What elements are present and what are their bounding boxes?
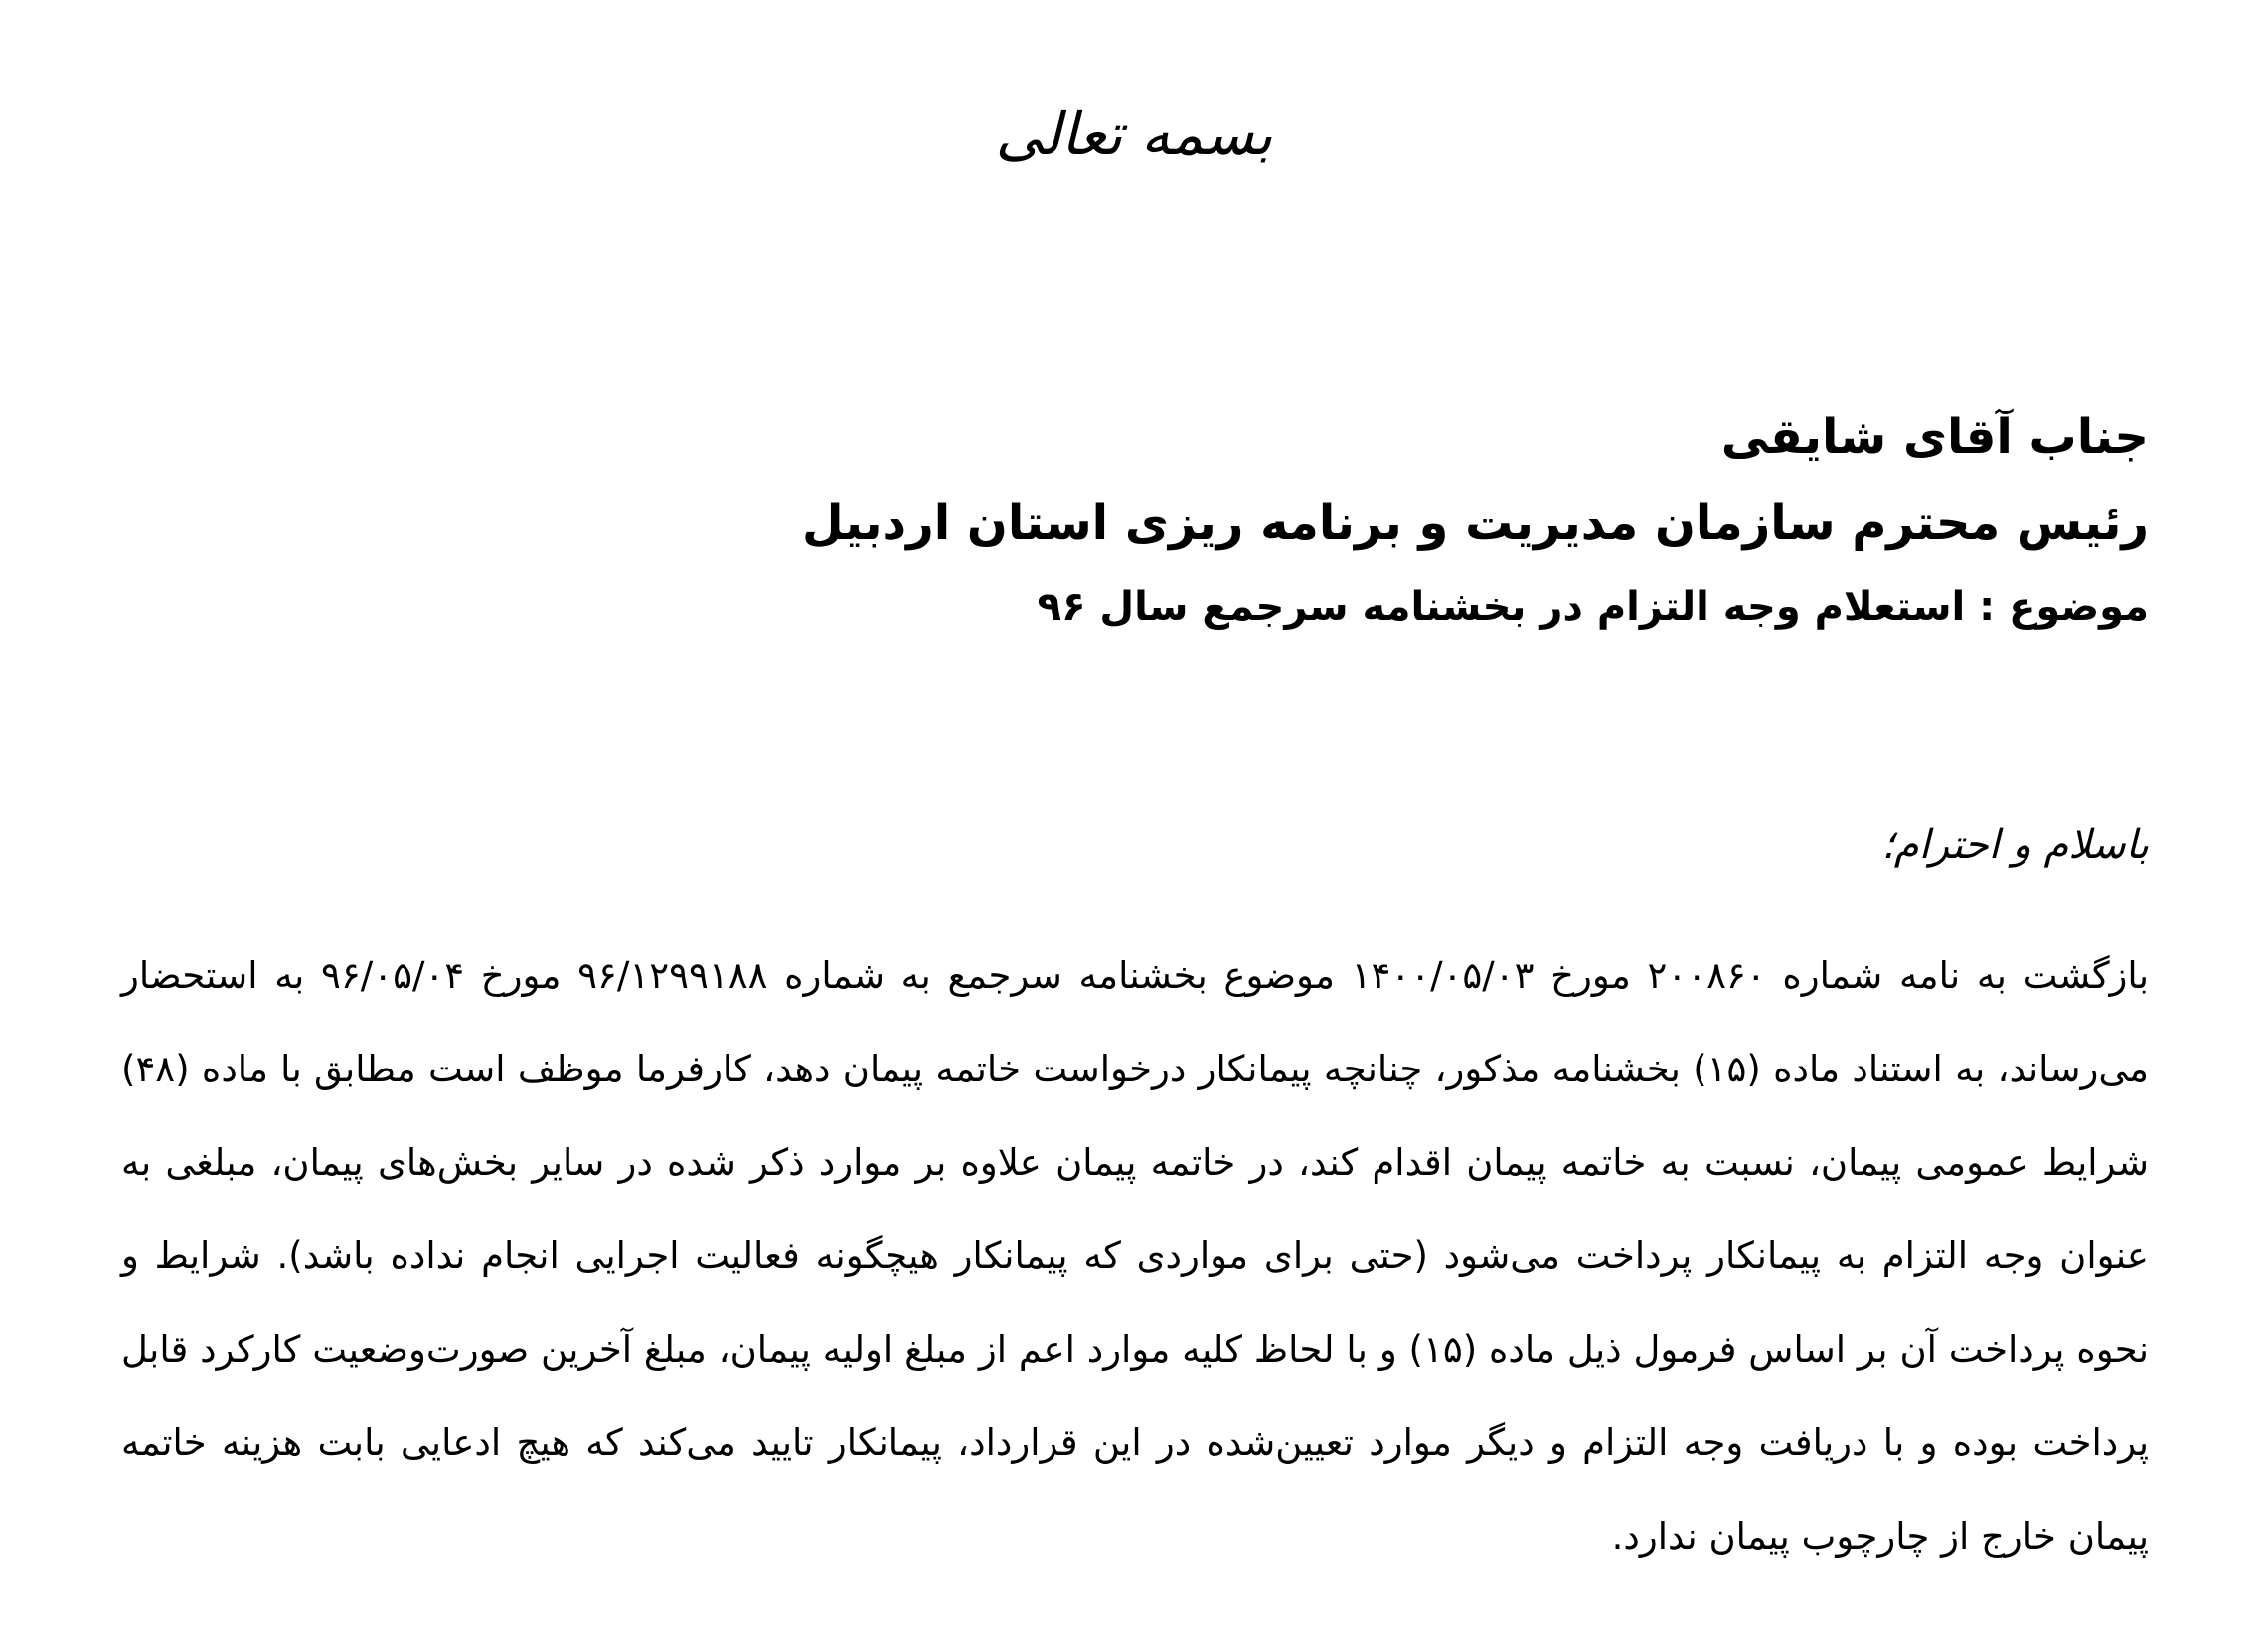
subject-line: موضوع : استعلام وجه التزام در بخشنامه سرجمع سال ۹۶: [1037, 584, 2149, 630]
bismillah-heading: بسمه تعالی: [995, 100, 1273, 168]
addressee-name: جناب آقای شایقی: [1720, 410, 2149, 465]
letter-body: بازگشت به نامه شماره ۲۰۰۸۶۰ مورخ ۱۴۰۰/۰۵/۰۳ موضوع بخشنامه سرجمع به شماره ۹۶/۱۲۹۹۱۸۸ مورخ ۹۶/۰۵/۰۴ به استحضار می‌رساند، به استناد ماده (۱۵) بخشنامه مذکور، چنانچه پیمانکار درخواست خاتمه پیمان دهد، کارفرما موظف است مطابق با ماده (۴۸) شرایط عمومی پیمان، نسبت به خاتمه پیمان اقدام کند، در خاتمه پیمان علاوه بر موارد ذکر شده در سایر بخش‌های پیمان، مبلغی به عنوان وجه التزام به پیمانکار پرداخت می‌شود (حتی برای مواردی که پیمانکار هیچگونه فعالیت اجرایی انجام نداده باشد). شرایط و نحوه پرداخت آن بر اساس فرمول ذیل ماده (۱۵) و با لحاظ کلیه موارد اعم از مبلغ اولیه پیمان، مبلغ آخرین صورت‌وضعیت کارکرد قابل پرداخت بوده و با دریافت وجه التزام و دیگر موارد تعیین‌شده در این قرارداد، پیمانکار تایید می‌کند که هیچ ادعایی بابت هزینه خاتمه پیمان خارج از چارچوب پیمان ندارد.: [121, 954, 2149, 1558]
greeting: باسلام و احترام؛: [1881, 822, 2149, 868]
addressee-block: [559, 403, 2149, 639]
addressee-title: رئیس محترم سازمان مدیریت و برنامه ریزی استان اردبیل: [802, 495, 2149, 551]
